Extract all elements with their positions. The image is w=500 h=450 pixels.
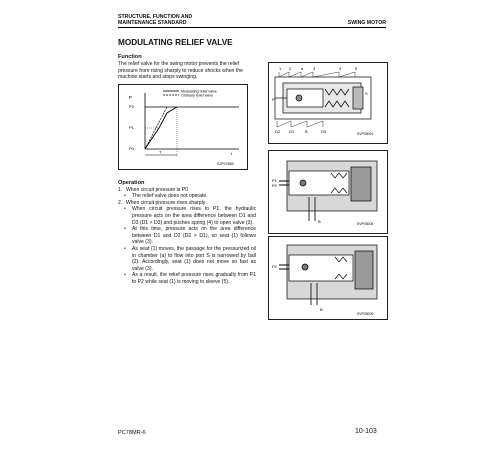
operation-item: 1. When circuit pressure is P0: [118, 186, 188, 193]
operation-section: [118, 180, 256, 286]
label-b-fig2: B: [318, 219, 321, 224]
valve-section-figure: [268, 62, 388, 144]
label-b: B: [305, 129, 308, 134]
operation-item: • The relief valve does not operate.: [124, 193, 208, 200]
operation-item: • When circuit pressure rises to P1, the hydraulic pressure acts on the area difference between D1 and D3 (D1 > D3) and pushes spring (4) to open valve (3).: [124, 206, 256, 226]
figure1-code: SVP03004: [357, 132, 374, 136]
label-d3: D3: [321, 129, 327, 134]
y-tick-p0: P0: [129, 146, 134, 151]
valve-operation-svg-2: [269, 237, 387, 319]
label-d2: D2: [275, 129, 281, 134]
operation-item: • As a result, the relief pressure rises gradually from P1 to P2 while seat (1) is moving to sleeve (5).: [124, 272, 256, 285]
label-a: a: [301, 66, 304, 71]
function-heading: Function: [118, 54, 142, 60]
label-p: P: [272, 97, 275, 102]
legend-ordinary: Ordinary relief valve: [181, 93, 213, 98]
x-tick-t: T: [159, 149, 162, 155]
label-b-fig3: B: [320, 307, 323, 312]
header-line-1: STRUCTURE, FUNCTION AND: [118, 14, 193, 20]
header-section-title: [118, 14, 192, 26]
figure2-code: SVP03005: [357, 222, 374, 226]
valve-drawing-1: [275, 72, 371, 127]
valve-operation-figure-2: [268, 236, 388, 320]
label-5: 5: [355, 66, 358, 71]
footer-page-number: 10-103: [355, 428, 377, 435]
operation-item: 2. When circuit pressure rises sharply: [118, 199, 206, 206]
header-rule: [118, 27, 386, 28]
figure3-code: SVP03006: [357, 312, 374, 316]
x-axis-label: t: [231, 151, 233, 156]
label-2: 2: [289, 66, 292, 71]
valve-operation-figure-1: [268, 150, 388, 234]
label-d1: D1: [289, 129, 295, 134]
label-p2: P2: [272, 264, 277, 269]
operation-item: • As seat (1) moves, the passage for the pressurized oil in chamber (a) to flow into port S is narrowed by ball (2). Accordingly, seat (1) does not move so fast as valve (3).: [124, 245, 256, 272]
page-title: MODULATING RELIEF VALVE: [118, 38, 233, 47]
y-tick-p1: P1: [129, 125, 134, 130]
label-s: S: [365, 91, 368, 96]
valve-operation-svg-1: [269, 151, 387, 233]
header-line-2: MAINTENANCE STANDARD: [118, 20, 187, 26]
y-axis-label: P: [129, 95, 133, 100]
y-tick-p2: P2: [129, 104, 134, 109]
label-p1: P1: [272, 178, 277, 183]
pressure-time-graph-svg: [119, 85, 247, 169]
valve-section-svg: [269, 63, 387, 143]
label-4: 4: [339, 66, 342, 71]
legend-modulating: Modulating relief valve: [181, 89, 217, 94]
label-3: 3: [313, 66, 316, 71]
footer-model: PC78MR-6: [118, 430, 146, 436]
header-chapter: SWING MOTOR: [347, 20, 386, 26]
operation-item: • At this time, pressure acts on the area difference between D1 and D2 (D2 > D1), so seat (1) follows valve (3).: [124, 226, 256, 246]
pressure-time-graph: [118, 84, 248, 170]
label-1: 1: [279, 66, 282, 71]
operation-heading: Operation: [118, 180, 145, 186]
function-text: The relief valve for the swing motor prevents the relief pressure from rising sharply to reduce shocks when the machine starts and stops swinging.: [118, 61, 243, 81]
label-p0: P0: [272, 183, 277, 188]
graph-code: SJP07884: [217, 162, 234, 166]
